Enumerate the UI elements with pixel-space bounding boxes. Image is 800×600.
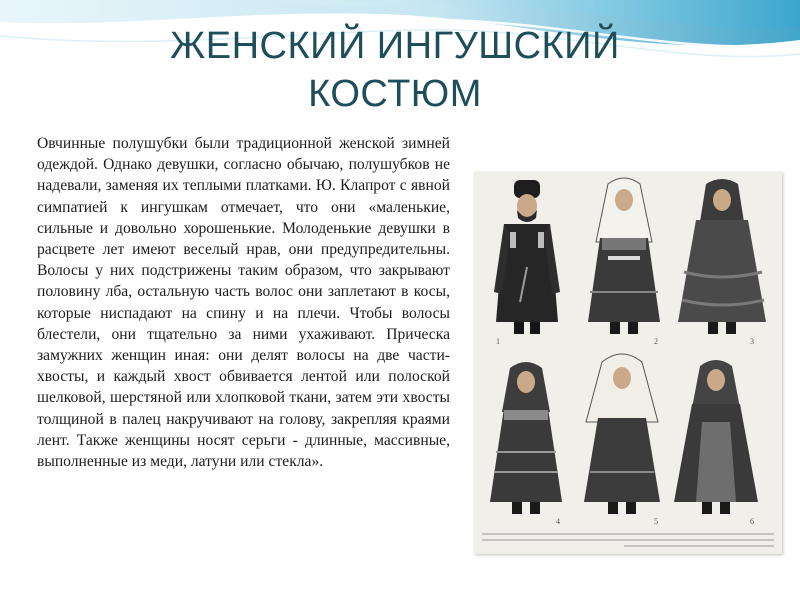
figure-number-3: 3 <box>750 337 754 346</box>
slide-title <box>100 22 690 118</box>
costume-figure-4 <box>490 362 562 514</box>
slide-title-line-1: ЖЕНСКИЙ ИНГУШСКИЙ <box>170 25 620 67</box>
costume-figure-2 <box>588 178 660 334</box>
figure-number-2: 2 <box>654 337 658 346</box>
costume-illustration <box>474 172 782 554</box>
figure-number-6: 6 <box>750 517 754 526</box>
costume-figure-6 <box>674 360 758 514</box>
figure-caption-lines <box>482 534 774 546</box>
costume-figure-5 <box>584 354 660 514</box>
costume-figure-3 <box>678 179 766 334</box>
slide-title-line-2: КОСТЮМ <box>308 73 482 115</box>
costume-figure-1 <box>494 180 560 334</box>
figure-number-1: 1 <box>496 337 500 346</box>
figure-number-4: 4 <box>556 517 560 526</box>
body-paragraph: Овчинные полушубки были традиционной женской зимней одеждой. Однако девушки, согласно обычаю, полушубков не надевали, заменяя их теплыми платками. Ю. Клапрот с явной симпатией к ингушкам отмечает, что они «маленькие, сильные и довольно хорошенькие. Молоденькие девушки в расцвете лет имеют веселый нрав, они предупредительны. Волосы у них подстрижены таким образом, что закрывают половину лба, остальную часть волос они заплетают в косы, которые ниспадают на спину и на плечи. Чтобы волосы блестели, они тщательно за ними ухаживают. Прическа замужних женщин иная: они делят волосы на две части-хвосты, и каждый хвост обвивается лентой или полоской шелковой, шерстяной или хлопковой ткани, затем эти хвосты толщиной в палец накручивают на голову, закрепляя краями лент. Также женщины носят серьги - длинные, массивные, выполненные из меди, латуни или стекла». <box>37 135 450 471</box>
figure-number-5: 5 <box>654 517 658 526</box>
